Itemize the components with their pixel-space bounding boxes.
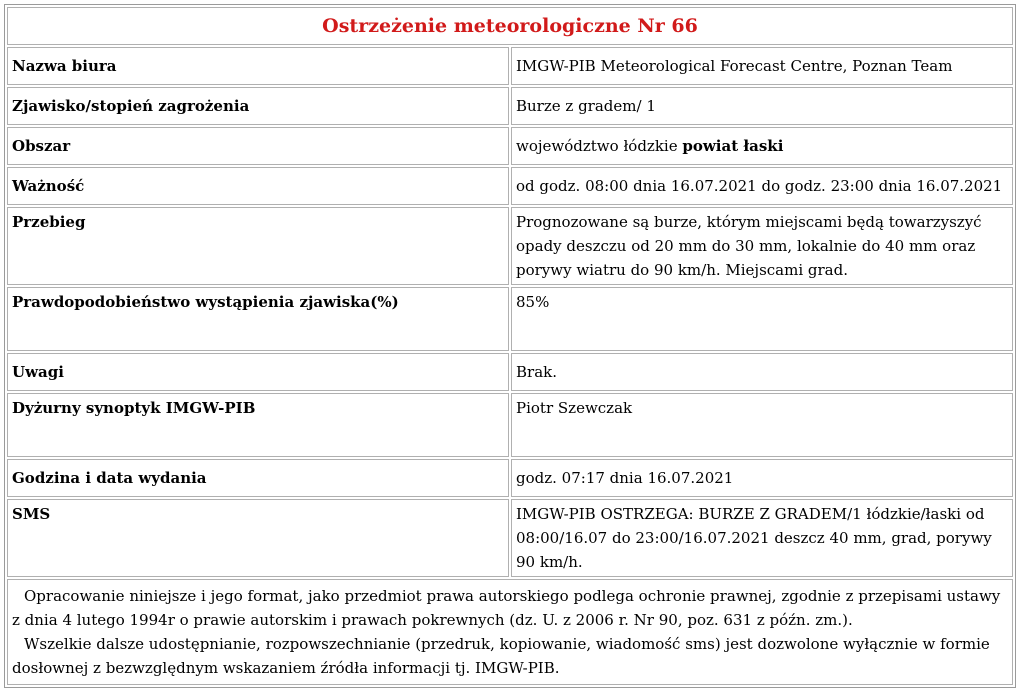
row-forecaster xyxy=(7,393,1013,457)
value-validity: od godz. 08:00 dnia 16.07.2021 do godz. 23:00 dnia 16.07.2021 xyxy=(511,167,1013,205)
row-office xyxy=(7,47,1013,85)
label-forecaster: Dyżurny synoptyk IMGW-PIB xyxy=(7,393,509,457)
value-office: IMGW-PIB Meteorological Forecast Centre, Poznan Team xyxy=(511,47,1013,85)
value-remarks: Brak. xyxy=(511,353,1013,391)
value-area-prefix: województwo łódzkie xyxy=(516,137,678,155)
row-course xyxy=(7,207,1013,285)
row-probability xyxy=(7,287,1013,351)
value-area-bold: powiat łaski xyxy=(682,137,784,155)
footer-copyright: Opracowanie niniejsze i jego format, jako przedmiot prawa autorskiego podlega ochronie prawnej, zgodnie z przepisami ustawy z dnia 4 lutego 1994r o prawie autorskim i prawach pokrewnych (dz. U. z 2006 r. Nr 90, poz. 631 z późn. zm.). xyxy=(12,587,1001,629)
footer-notice xyxy=(7,579,1013,685)
label-area: Obszar xyxy=(7,127,509,165)
label-office: Nazwa biura xyxy=(7,47,509,85)
value-course: Prognozowane są burze, którym miejscami będą towarzyszyć opady deszczu od 20 mm do 30 mm, lokalnie do 40 mm oraz porywy wiatru do 90 km/h. Miejscami grad. xyxy=(511,207,1013,285)
label-sms: SMS xyxy=(7,499,509,577)
value-probability: 85% xyxy=(511,287,1013,351)
value-issued: godz. 07:17 dnia 16.07.2021 xyxy=(511,459,1013,497)
label-validity: Ważność xyxy=(7,167,509,205)
value-sms: IMGW-PIB OSTRZEGA: BURZE Z GRADEM/1 łódzkie/łaski od 08:00/16.07 do 23:00/16.07.2021 deszcz 40 mm, grad, porywy 90 km/h. xyxy=(511,499,1013,577)
row-area xyxy=(7,127,1013,165)
row-footer xyxy=(7,579,1013,685)
label-issued: Godzina i data wydania xyxy=(7,459,509,497)
row-phenomenon xyxy=(7,87,1013,125)
value-forecaster: Piotr Szewczak xyxy=(511,393,1013,457)
warning-title: Ostrzeżenie meteorologiczne Nr 66 xyxy=(7,7,1013,45)
label-probability: Prawdopodobieństwo wystąpienia zjawiska(%) xyxy=(7,287,509,351)
row-remarks xyxy=(7,353,1013,391)
label-course: Przebieg xyxy=(7,207,509,285)
row-sms xyxy=(7,499,1013,577)
label-remarks: Uwagi xyxy=(7,353,509,391)
value-phenomenon: Burze z gradem/ 1 xyxy=(511,87,1013,125)
row-issued xyxy=(7,459,1013,497)
row-validity xyxy=(7,167,1013,205)
warning-table xyxy=(4,4,1016,688)
footer-usage: Wszelkie dalsze udostępnianie, rozpowszechnianie (przedruk, kopiowanie, wiadomość sms) jest dozwolone wyłącznie w formie dosłownej z bezwzględnym wskazaniem źródła informacji tj. IMGW-PIB. xyxy=(12,635,990,677)
value-area xyxy=(511,127,1013,165)
label-phenomenon: Zjawisko/stopień zagrożenia xyxy=(7,87,509,125)
